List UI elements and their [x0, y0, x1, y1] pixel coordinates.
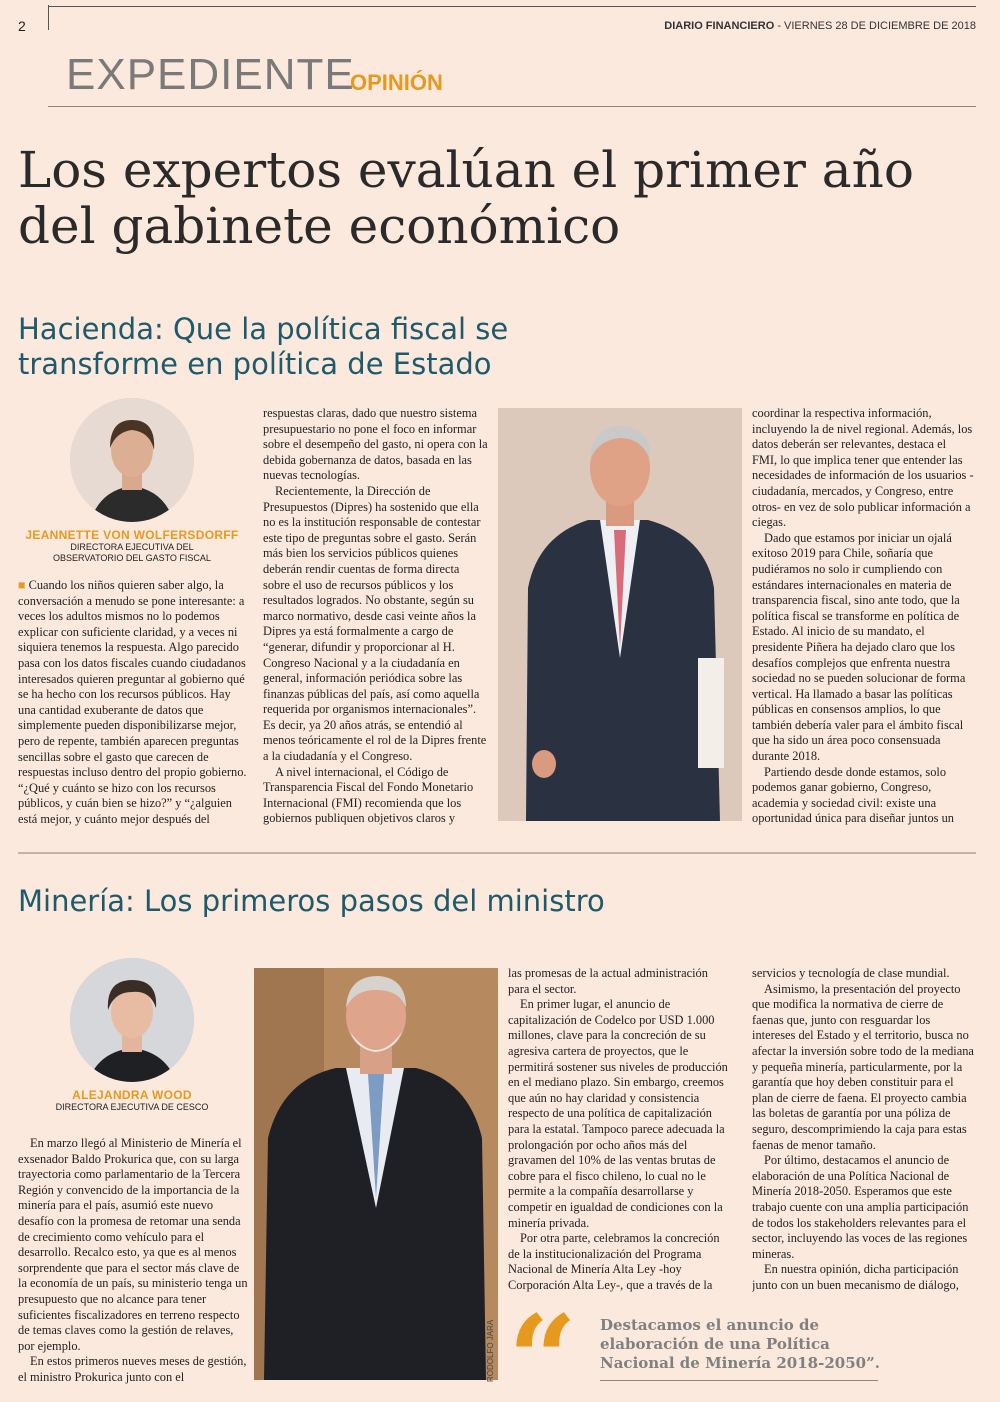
minister-photo-mineria: [254, 968, 498, 1380]
author2-role: DIRECTORA EJECUTIVA DE CESCO: [55, 1102, 209, 1112]
article2-col2-paragraph: En primer lugar, el anuncio de capitalización de Codelco por USD 1.000 millones, clave para la concreción de su agresiva cartera de proyectos, que le permitirá sostener sus niveles de producción en el mediano plazo. Sin embargo, creemos que aún no hay claridad y consistencia respecto de una política de capitalización para la estatal. Tampoco parece adecuada la prolongación por ocho años más del gravamen del 10% de las ventas brutas de cobre para el fisco chileno, lo cual no le permite a la compañía desarrollarse y competir en igualdad de condiciones con la minería privada.: [508, 997, 728, 1230]
article2-column1: [18, 1136, 248, 1386]
section-rule: [48, 106, 976, 107]
pull-quote-rule: [600, 1380, 878, 1381]
author2-name: ALEJANDRA WOOD: [72, 1088, 192, 1102]
author1-role-line1: DIRECTORA EJECUTIVA DEL: [70, 542, 194, 552]
author2-portrait: [70, 958, 194, 1082]
article1-col2-paragraph: A nivel internacional, el Código de Transparencia Fiscal del Fondo Monetario Internacional (FMI) recomienda que los gobiernos publiquen objetivos claros y: [263, 764, 474, 826]
article-divider: [18, 852, 976, 854]
article1-col3-paragraph: Partiendo desde donde estamos, solo podemos ganar gobierno, Congreso, academia y sociedad civil: existe una oportunidad única para diseñar juntos un: [752, 764, 954, 826]
main-headline: Los expertos evalúan el primer año del gabinete económico: [18, 141, 914, 255]
article2-col3-paragraph: Asimismo, la presentación del proyecto que modifica la normativa de cierre de faenas que, junto con resguardar los intereses del Estado y el territorio, busca no afectar la inversión sobre todo de la mediana y pequeña minería, particularmente, por la garantía que hoy deben constituir para el plan de cierre de faena. El proyecto cambia las boletas de garantía por una póliza de seguro, descomprimiendo la caja para estas faenas de menor tamaño.: [752, 981, 974, 1152]
author1-name: JEANNETTE VON WOLFERSDORFF: [25, 528, 239, 542]
article1-column1: [18, 578, 248, 828]
article1-col2-paragraph: Recientemente, la Dirección de Presupuestos (Dipres) ha sostenido que ella no es la institución responsable de contestar este tipo de preguntas sobre el gasto. Serán más bien los servicios públicos quienes deberán rendir cuentas de forma directa sobre el uso de recursos públicos y los resultados logrados. No obstante, según su marco normativo, desde casi veinte años la Dipres ya está formalmente a cargo de “generar, difundir y proporcionar al H. Congreso Nacional y a la ciudadanía en general, información periódica sobre las finanzas públicas del país, así como aquella requerida por organismos internacionales”. Es decir, ya 20 años atrás, se entendió al menos teóricamente el rol de la Dipres frente a la ciudadanía y el Congreso.: [263, 483, 487, 764]
quote-mark-icon: “: [508, 1289, 578, 1402]
article2-column3: [752, 966, 974, 1292]
article2-col3-paragraph: En nuestra opinión, dicha participación junto con un buen mecanismo de diálogo,: [752, 1262, 959, 1292]
article2-col3-paragraph: Por último, destacamos el anuncio de elaboración de una Política Nacional de Minería 2018-2050. Esperamos que este trabajo cuente con una amplia participación de todos los stakeholders relevantes para el sector, incluyendo las voces de las regiones mineras.: [752, 1153, 969, 1261]
article2-col1-paragraph: En estos primeros nueves meses de gestión, el ministro Prokurica junto con el: [18, 1354, 247, 1384]
header-vertical-rule: [48, 5, 49, 30]
masthead: [664, 20, 976, 32]
article1-col2-paragraph: respuestas claras, dado que nuestro sistema presupuestario no pone el foco en informar sobre el desempeño del gasto, ni opera con la debida gobernanza de datos, basada en las nuevas tecnologías.: [263, 406, 488, 483]
article2-col2-paragraph: las promesas de la actual administración para el sector.: [508, 966, 708, 996]
article2-col2-paragraph: Por otra parte, celebramos la concreción de la institucionalización del Programa Nacional de Minería Alta Ley -hoy Corporación Alta Ley-, que a través de la: [508, 1231, 720, 1292]
author1-role-line2: OBSERVATORIO DEL GASTO FISCAL: [53, 553, 211, 563]
author2-avatar: [70, 958, 194, 1082]
article1-col1-paragraph: ■ Cuando los niños quieren saber algo, la conversación a menudo se pone interesante: a veces los adultos mismos no lo podemos explicar con suficiente claridad, y a veces ni siquiera tenemos la respuesta. Algo parecido pasa con los datos fiscales cuando ciudadanos interesados quieren preguntar al gobierno qué se ha hecho con los recursos públicos. Hay una cantidad exuberante de datos que simplemente pueden disponibilizarse mejor, pero de repente, también aparecen preguntas sencillas sobre el gasto que carecen de respuestas incluso dentro del propio gobierno. “¿Qué y cuánto se hizo con los recursos públicos, y cuán bien se hizo?” y “¿alguien está mejor, y cuánto mejor después del: [18, 578, 247, 826]
article1-col3-paragraph: Dado que estamos por iniciar un ojalá exitoso 2019 para Chile, soñaría que pudiéramos no solo ir cumpliendo con estándares internacionales en materia de transparencia fiscal, sino ante todo, que la política fiscal se transforme en política de Estado. Al inicio de su mandato, el presidente Piñera ha dejado claro que los desafíos complejos que enfrenta nuestra sociedad no se pueden solucionar de forma vertical. Ha llamado a basar las políticas públicas en consensos amplios, lo que también debería valer para el ámbito fiscal que ha sido un área poco consensuada durante 2018.: [752, 530, 966, 764]
article1-column2: [263, 406, 489, 826]
minister-photo-hacienda: [498, 408, 742, 821]
author1-portrait: [70, 398, 194, 522]
article1-column3: [752, 406, 974, 826]
author1-avatar: [70, 398, 194, 522]
article2-col3-paragraph: servicios y tecnología de clase mundial.: [752, 966, 950, 980]
issue-date: - VIERNES 28 DE DICIEMBRE DE 2018: [777, 20, 976, 32]
article2-col1-paragraph: En marzo llegó al Ministerio de Minería el exsenador Baldo Prokurica que, con su larga trayectoria como parlamentario de la Tercera Región y convencido de la importancia de la minería para el país, asumió este nuevo desafío con la promesa de retomar una senda de crecimiento como vehículo para el desarrollo. Recalco esto, ya que es al menos sorprendente que para el sector más clave de la economía de un país, su ministerio tenga un presupuesto que no alcance para tener suficientes fiscalizadores en terreno respecto de temas claves como la gestión de relaves, por ejemplo.: [18, 1136, 248, 1353]
header-top-rule: [48, 6, 976, 7]
article1-headline: Hacienda: Que la política fiscal se transforme en política de Estado: [18, 312, 509, 381]
bullet-square-icon: ■: [18, 578, 29, 592]
pull-quote: Destacamos el anuncio de elaboración de una Política Nacional de Minería 2018-2050”.: [600, 1316, 880, 1372]
photo-credit: RODOLFO JARA: [486, 1319, 495, 1382]
subsection-title: OPINIÓN: [350, 70, 443, 95]
minister1-figure: [498, 408, 742, 821]
article2-column2: [508, 966, 732, 1292]
section-title: EXPEDIENTE: [66, 50, 355, 99]
article2-headline: Minería: Los primeros pasos del ministro: [18, 884, 605, 918]
page-number: 2: [18, 18, 26, 34]
paper-name: DIARIO FINANCIERO: [664, 20, 775, 32]
minister2-figure: [254, 968, 498, 1380]
article1-col3-paragraph: coordinar la respectiva información, incluyendo la de nivel regional. Además, los datos deberán ser relevantes, destaca el FMI, lo que implica tener que entender las necesidades de información de los usuarios -ciudadanía, mercados, y Congreso, entre otros- en vez de solo publicar información a ciegas.: [752, 406, 974, 530]
